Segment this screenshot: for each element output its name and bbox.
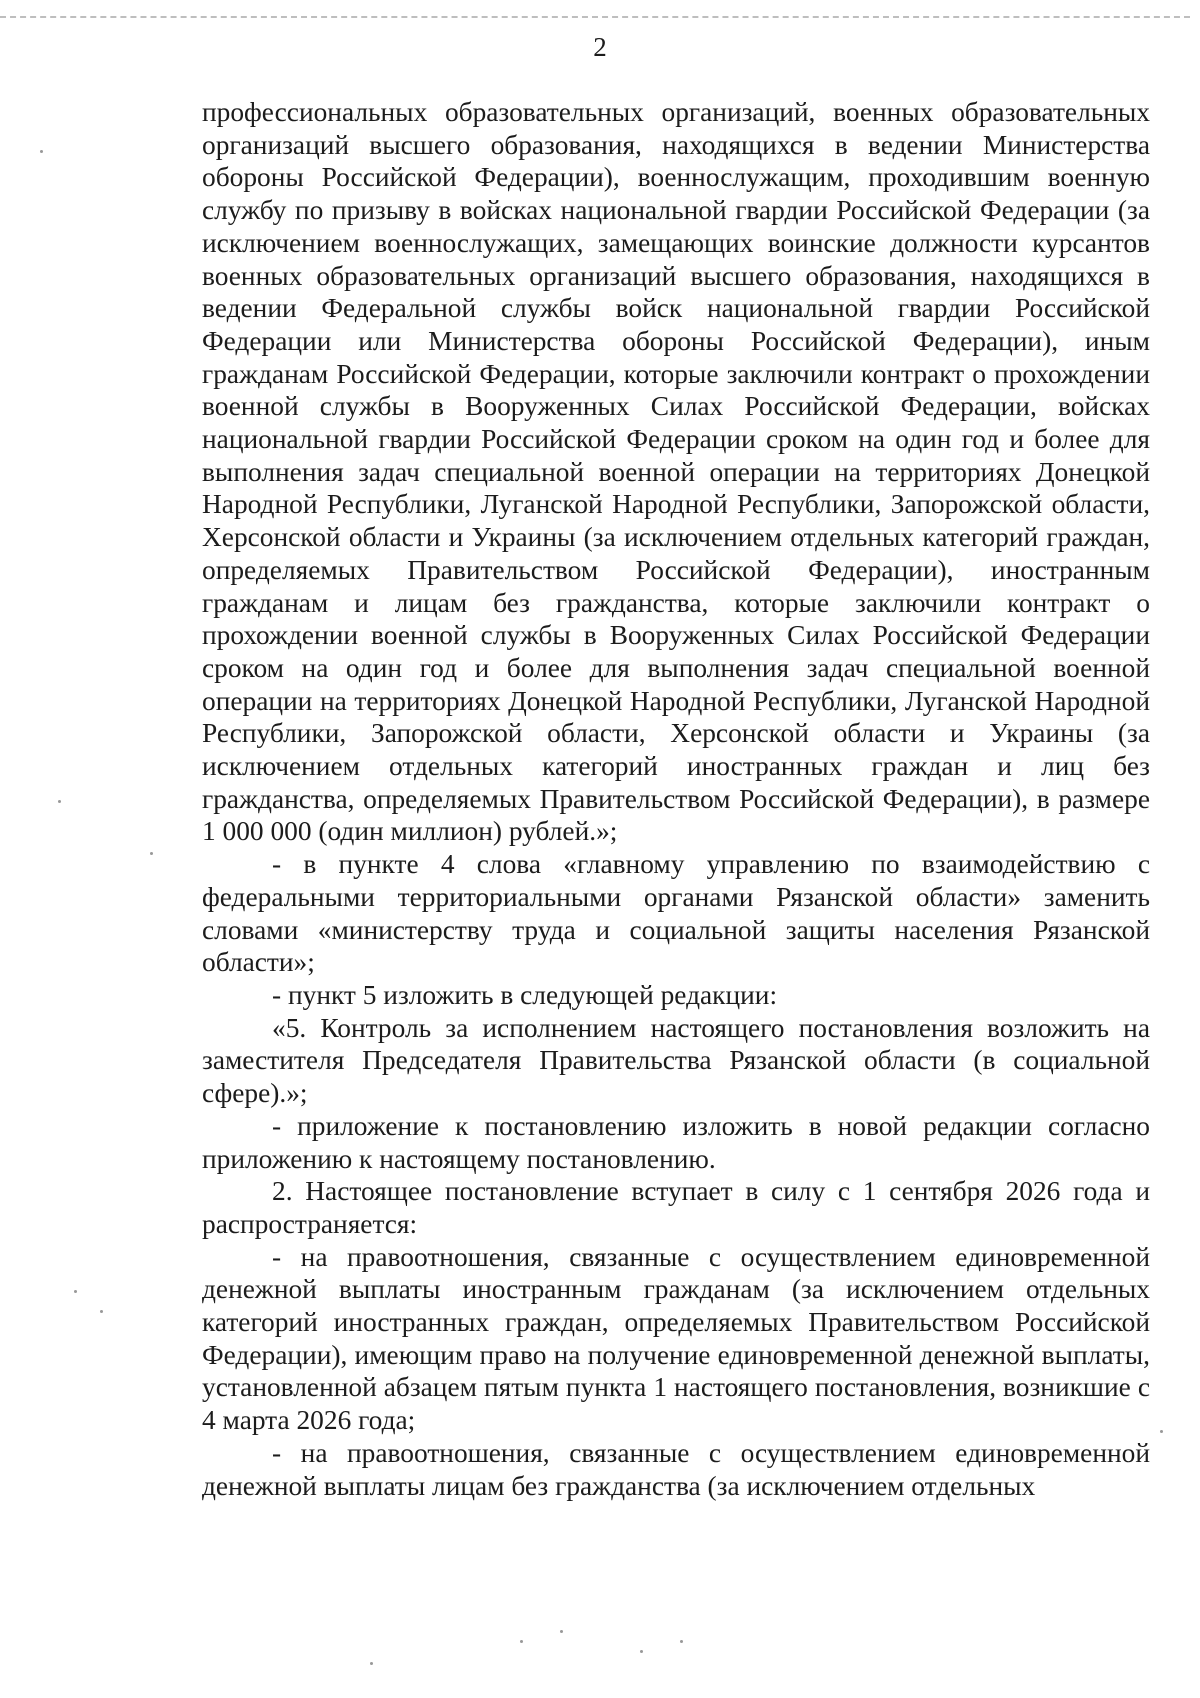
document-body (202, 96, 1150, 1502)
scan-speck (150, 852, 153, 855)
scan-edge-rule (0, 16, 1190, 18)
paragraph-continuation: профессиональных образовательных организаций, военных образовательных организаций высшего образования, находящихся в ведении Министерства обороны Российской Федерации), военнослужащим, проходившим военную службу по призыву в войсках национальной гвардии Российской Федерации (за исключением военнослужащих, замещающих воинские должности курсантов военных образовательных организаций высшего образования, находящихся в ведении Федеральной службы войск национальной гвардии Российской Федерации или Министерства обороны Российской Федерации), иным гражданам Российской Федерации, которые заключили контракт о прохождении военной службы в Вооруженных Силах Российской Федерации, войсках национальной гвардии Российской Федерации сроком на один год и более для выполнения задач специальной военной операции на территориях Донецкой Народной Республики, Луганской Народной Республики, Запорожской области, Херсонской области и Украины (за исключением отдельных категорий граждан, определяемых Правительством Российской Федерации), иностранным гражданам и лицам без гражданства, которые заключили контракт о прохождении военной службы в Вооруженных Силах Российской Федерации сроком на один год и более для выполнения задач специальной военной операции на территориях Донецкой Народной Республики, Луганской Народной Республики, Запорожской области, Херсонской области и Украины (за исключением отдельных категорий иностранных граждан и лиц без гражданства, определяемых Правительством Российской Федерации), в размере 1 000 000 (один миллион) рублей.»; (202, 97, 1150, 847)
scan-speck (1160, 1430, 1163, 1433)
scan-speck (58, 800, 61, 803)
scan-speck (640, 1650, 643, 1653)
scan-speck (100, 1310, 103, 1313)
scan-speck (520, 1640, 523, 1643)
scan-speck (74, 1290, 77, 1293)
scan-speck (370, 1662, 373, 1665)
scan-speck (560, 1630, 563, 1633)
paragraph-stateless-persons: - на правоотношения, связанные с осуществлением единовременной денежной выплаты лицам без гражданства (за исключением отдельных (202, 1437, 1150, 1501)
paragraph-point-5-text: «5. Контроль за исполнением настоящего постановления возложить на заместителя Председателя Правительства Рязанской области (в социальной сфере).»; (202, 1012, 1150, 1109)
paragraph-amend-point-4: - в пункте 4 слова «главному управлению по взаимодействию с федеральными территориальными органами Рязанской области» заменить словами «министерству труда и социальной защиты населения Рязанской области»; (202, 849, 1150, 978)
page-number: 2 (593, 32, 607, 62)
paragraph-appendix: - приложение к постановлению изложить в новой редакции согласно приложению к настоящему постановлению. (202, 1110, 1150, 1174)
paragraph-effective-date: 2. Настоящее постановление вступает в силу с 1 сентября 2026 года и распространяется: (202, 1176, 1150, 1239)
paragraph-amend-point-5: - пункт 5 изложить в следующей редакции: (272, 979, 778, 1010)
paragraph-foreign-citizens: - на правоотношения, связанные с осуществлением единовременной денежной выплаты иностранным гражданам (за исключением отдельных категорий иностранных граждан, определяемых Правительством Российской Федерации), имеющим право на получение единовременной денежной выплаты, установленной абзацем пятым пункта 1 настоящего постановления, возникшие с 4 марта 2026 года; (202, 1241, 1150, 1436)
scan-speck (40, 150, 43, 153)
scan-speck (680, 1640, 683, 1643)
